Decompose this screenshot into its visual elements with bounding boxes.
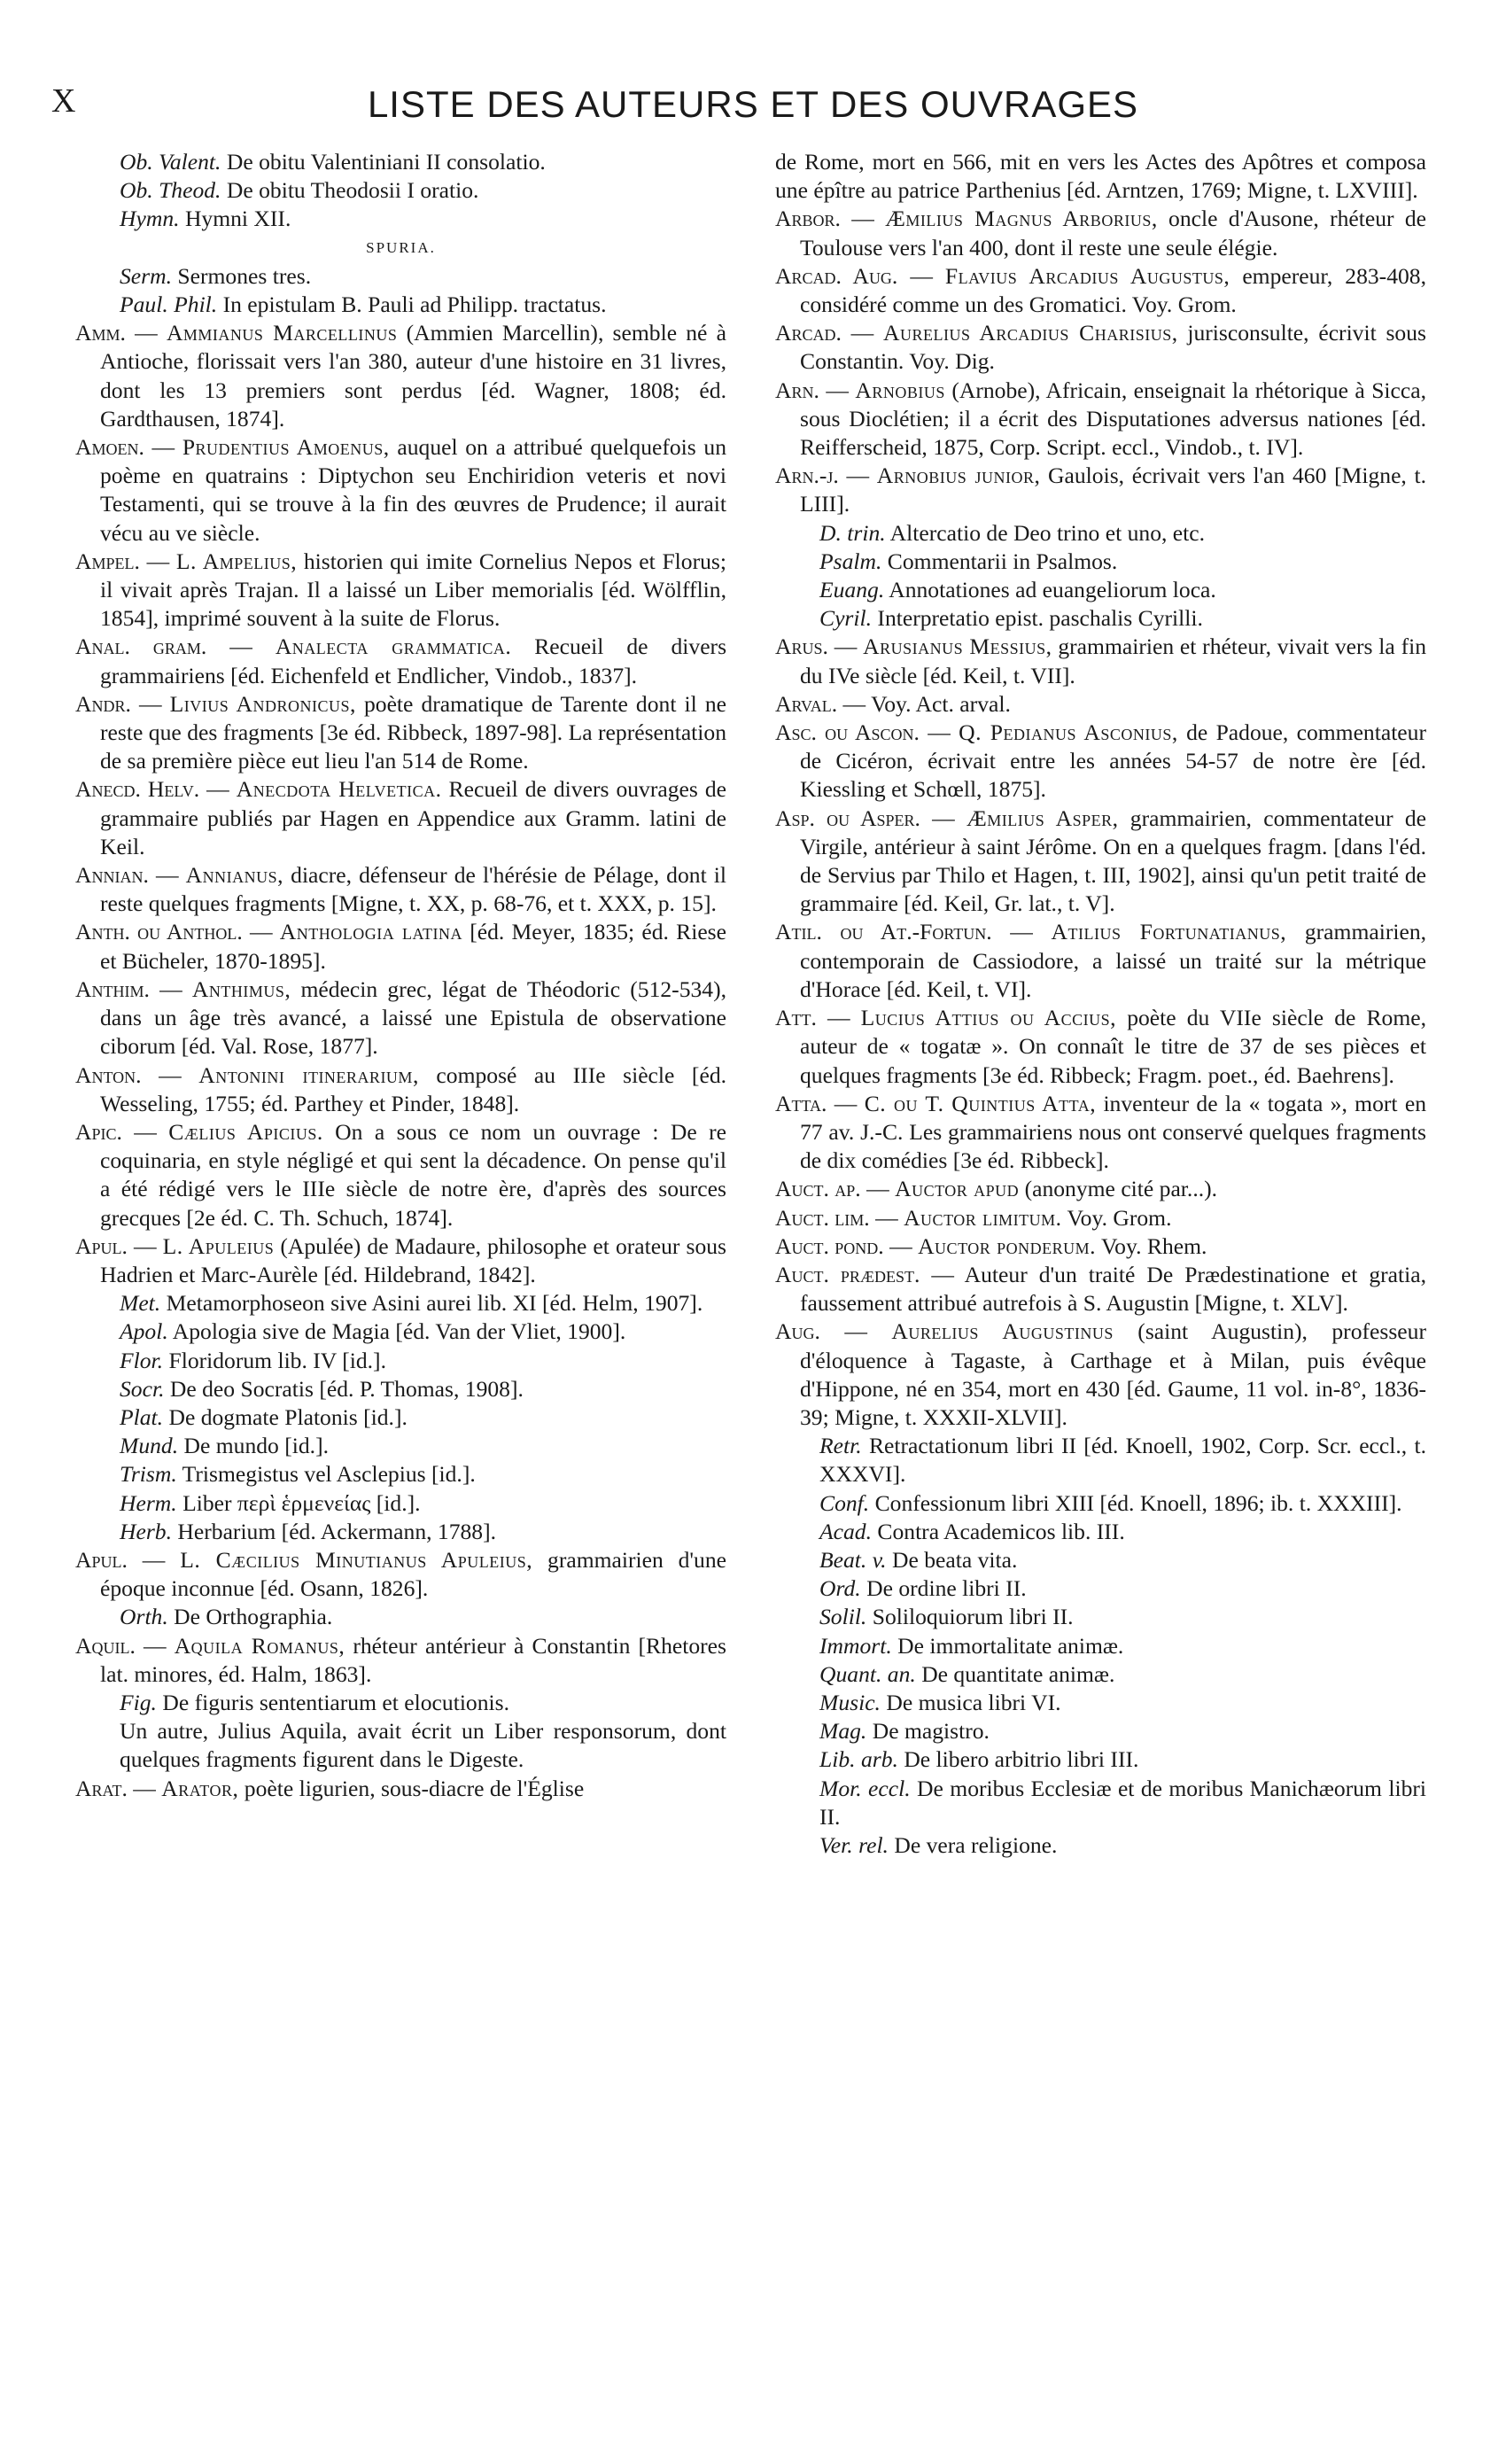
author-abbreviation: Auct. pond. <box>775 1232 884 1259</box>
author-name: Arnobius junior, <box>876 462 1041 489</box>
author-name: Atilius Fortunatianus, <box>1051 919 1287 945</box>
page-number: X <box>51 82 76 120</box>
sub-entry <box>775 1717 1426 1745</box>
author-entry: Apic. — Cælius Apicius. On a sous ce nom un ouvrage : De re coquinaria, en style négligé et qui sent la décadence. On pense qu'il a été rédigé vers le IIIe siècle de notre ère, d'après des sources grecques [2e éd. C. Th. Schuch, 1874]. <box>75 1118 726 1231</box>
author-name: Arusianus Messius, <box>863 633 1052 660</box>
work-title: De obitu Valentiniani II consolatio. <box>226 149 546 175</box>
sub-entry <box>775 1660 1426 1689</box>
author-abbreviation: Arat. <box>75 1775 128 1801</box>
author-name: Q. Pedianus Asconius, <box>959 719 1178 746</box>
work-abbreviation: Paul. Phil. <box>120 291 218 318</box>
author-entry: Andr. — Livius Andronicus, poète dramatique de Tarente dont il ne reste que des fragments [3e éd. Ribbeck, 1897-98]. La représentation de sa première pièce eut lieu l'an 514 de Rome. <box>75 690 726 774</box>
sub-entry <box>75 1289 726 1318</box>
author-entry: Aquil. — Aquila Romanus, rhéteur antérieur à Constantin [Rhetores lat. minores, éd. Halm, 1863]. <box>75 1632 726 1687</box>
author-name: Lucius Attius ou Accius, <box>860 1005 1117 1031</box>
author-name: Auctor apud <box>895 1176 1020 1202</box>
right-column <box>775 148 1426 1860</box>
work-title: De Orthographia. <box>174 1604 333 1630</box>
work-title: Herbarium [éd. Ackermann, 1788]. <box>177 1518 497 1544</box>
work-title: Trismegistus vel Asclepius [id.]. <box>182 1461 476 1488</box>
sub-entry <box>775 1632 1426 1660</box>
work-abbreviation: Retr. <box>819 1433 862 1459</box>
work-title: De immortalitate animæ. <box>897 1632 1124 1659</box>
work-abbreviation: Ver. rel. <box>819 1831 889 1858</box>
author-name: Prudentius Amoenus, <box>182 434 390 461</box>
entry-text: Voy. Act. arval. <box>871 690 1011 717</box>
author-entry: Apul. — L. Apuleius (Apulée) de Madaure, philosophe et orateur sous Hadrien et Marc-Aurèle [éd. Hildebrand, 1842]. <box>75 1232 726 1287</box>
work-abbreviation: Trism. <box>120 1461 177 1488</box>
entry-text: rhéteur antérieur à Constantin [Rhetores lat. minores, éd. Halm, 1863]. <box>100 1632 726 1687</box>
author-entry: Anton. — Antonini itinerarium, composé au IIIe siècle [éd. Wesseling, 1755; éd. Parthey et Pinder, 1848]. <box>75 1061 727 1116</box>
work-title: Altercatio de Deo trino et uno, etc. <box>889 519 1206 546</box>
entry-text: de Padoue, commentateur de Cicéron, écrivait entre les années 54-57 de notre ère [éd. Kiessling et Schœll, 1875]. <box>800 719 1426 803</box>
sub-entry <box>75 1717 726 1774</box>
author-name: Æmilius Asper, <box>966 804 1119 831</box>
entry-text: composé au IIIe siècle [éd. Wesseling, 1755; éd. Parthey et Pinder, 1848]. <box>100 1061 727 1116</box>
author-abbreviation: Annian. <box>75 862 149 889</box>
author-name: Auctor limitum. <box>904 1204 1062 1231</box>
author-entry: Att. — Lucius Attius ou Accius, poète du VIIe siècle de Rome, auteur de « togatæ ». On connaît le titre de 37 de ses pièces et quelques fragments [3e éd. Ribbeck; Fragm. poet., éd. Baehrens]. <box>775 1005 1427 1088</box>
work-title: De figuris sententiarum et elocutionis. <box>162 1689 509 1715</box>
author-entry: Arcad. — Aurelius Arcadius Charisius, jurisconsulte, écrivit sous Constantin. Voy. Dig. <box>775 320 1426 375</box>
work-title: Commentarii in Psalmos. <box>887 548 1118 574</box>
author-name: Livius Andronicus, <box>169 690 356 717</box>
author-entry: Atta. — C. ou T. Quintius Atta, inventeur de la « togata », mort en 77 av. J.-C. Les grammairiens nous ont conservé quelques fragments de dix comédies [3e éd. Ribbeck]. <box>775 1090 1426 1174</box>
entry-text: (saint Augustin), professeur d'éloquence à Tagaste, à Carthage et à Milan, puis évêque d'Hippone, né en 354, mort en 430 [éd. Gaume, 11 vol. in-8°, 1836-39; Migne, t. XXXII-XLVII]. <box>800 1318 1426 1430</box>
author-abbreviation: Anecd. Helv. <box>75 776 200 803</box>
work-title: Confessionum libri XIII [éd. Knoell, 1896; ib. t. XXXIII]. <box>874 1489 1402 1516</box>
entry-text: On a sous ce nom un ouvrage : De re coquinaria, en style négligé et qui sent la décadence. On pense qu'il a été rédigé vers le IIIe siècle de notre ère, d'après des sources grecques [2e éd. C. Th. Schuch, 1874]. <box>100 1118 726 1231</box>
author-abbreviation: Amoen. <box>75 434 144 461</box>
work-abbreviation: Music. <box>819 1689 881 1715</box>
author-abbreviation: Auct. prædest. <box>775 1261 920 1287</box>
author-name: Annianus, <box>185 862 284 889</box>
sub-entry <box>75 1518 726 1546</box>
author-abbreviation: Arbor. <box>775 206 841 232</box>
author-entry: Auct. pond. — Auctor ponderum. Voy. Rhem. <box>775 1232 1207 1259</box>
entry-text: inventeur de la « togata », mort en 77 av. J.-C. Les grammairiens nous ont conservé quelques fragments de dix comédies [3e éd. Ribbeck]. <box>800 1090 1426 1174</box>
work-abbreviation: Ob. Theod. <box>120 177 221 204</box>
entry-text: grammairien, contemporain de Cassiodore, a laissé un traité sur la métrique d'Horace [éd. Keil, t. VI]. <box>800 919 1427 1002</box>
author-name: Aurelius Arcadius Charisius, <box>883 320 1178 346</box>
author-entry: Apul. — L. Cæcilius Minutianus Apuleius, grammairien d'une époque inconnue [éd. Osann, 1826]. <box>75 1546 726 1602</box>
author-abbreviation: Andr. <box>75 690 131 717</box>
entry-text: historien qui imite Cornelius Nepos et Florus; il vivait après Trajan. Il a laissé un Liber memorialis [éd. Wölfflin, 1854], imprimé souvent à la suite de Florus. <box>100 548 726 632</box>
author-abbreviation: Arval. <box>775 690 838 717</box>
work-abbreviation: Cyril. <box>819 605 873 632</box>
author-entry: Annian. — Annianus, diacre, défenseur de l'hérésie de Pélage, dont il reste quelques fragments [Migne, t. XX, p. 68-76, et t. XXX, p. 15]. <box>75 862 726 917</box>
sub-entry <box>75 1489 726 1518</box>
work-abbreviation: D. trin. <box>819 519 886 546</box>
entry-text: empereur, 283-408, considéré comme un des Gromatici. Voy. Grom. <box>800 262 1426 318</box>
work-title: Liber περὶ ἑρμενείας [id.]. <box>182 1489 421 1516</box>
entry-text: Recueil de divers ouvrages de grammaire publiés par Hagen en Appendice aux Gramm. latini de Keil. <box>100 776 727 859</box>
author-name: Cælius Apicius. <box>168 1118 323 1145</box>
author-entry: Arat. — Arator, poète ligurien, sous-diacre de l'Église <box>75 1775 585 1801</box>
entry-text: poète dramatique de Tarente dont il ne reste que des fragments [3e éd. Ribbeck, 1897-98]. La représentation de sa première pièce eut lieu l'an 514 de Rome. <box>100 690 726 774</box>
work-abbreviation: Mund. <box>120 1433 179 1459</box>
work-abbreviation: Acad. <box>819 1518 872 1544</box>
author-name: Aurelius Augustinus <box>891 1318 1114 1345</box>
work-title: Apologia sive de Magia [éd. Van der Vliet, 1900]. <box>172 1318 626 1345</box>
work-title: Floridorum lib. IV [id.]. <box>168 1347 386 1373</box>
author-entry: Asc. ou Ascon. — Q. Pedianus Asconius, de Padoue, commentateur de Cicéron, écrivait entre les années 54-57 de notre ère [éd. Kiessling et Schœll, 1875]. <box>775 719 1426 803</box>
author-abbreviation: Amm. <box>75 320 126 346</box>
work-title: Un autre, Julius Aquila, avait écrit un Liber responsorum, dont quelques fragments figurent dans le Digeste. <box>120 1718 726 1773</box>
sub-entry <box>75 1603 726 1631</box>
work-abbreviation: Socr. <box>120 1375 165 1402</box>
work-abbreviation: Immort. <box>819 1632 892 1659</box>
entry-text: auquel on a attribué quelquefois un poème en quatrains : Diptychon seu Enchiridion veteris et novi Testamenti, qui se trouve à la fin des œuvres de Prudence; il aurait vécu au ve siècle. <box>100 434 727 546</box>
sub-entry <box>775 1603 1426 1631</box>
author-abbreviation: Anal. gram. <box>75 633 207 660</box>
sub-entry <box>75 148 726 176</box>
author-name: Analecta grammatica. <box>275 633 512 660</box>
author-abbreviation: Auct. lim. <box>775 1204 870 1231</box>
author-entry: Anecd. Helv. — Anecdota Helvetica. Recueil de divers ouvrages de grammaire publiés par Hagen en Appendice aux Gramm. latini de Keil. <box>75 776 727 859</box>
sub-entry <box>75 1432 726 1460</box>
author-entry: Ampel. — L. Ampelius, historien qui imite Cornelius Nepos et Florus; il vivait après Trajan. Il a laissé un Liber memorialis [éd. Wölfflin, 1854], imprimé souvent à la suite de Florus. <box>75 548 726 632</box>
author-abbreviation: Ampel. <box>75 548 140 574</box>
work-abbreviation: Euang. <box>819 577 885 603</box>
left-column <box>75 148 726 1803</box>
entry-text: diacre, défenseur de l'hérésie de Pélage, dont il reste quelques fragments [Migne, t. XX, p. 68-76, et t. XXX, p. 15]. <box>100 862 726 917</box>
author-abbreviation: Aquil. <box>75 1632 136 1659</box>
work-abbreviation: Beat. v. <box>819 1546 887 1573</box>
sub-entry <box>75 1403 726 1432</box>
work-title: De moribus Ecclesiæ et de moribus Manichæorum libri II. <box>819 1775 1427 1830</box>
work-title: Retractationum libri II [éd. Knoell, 1902, Corp. Scr. eccl., t. XXXVI]. <box>819 1433 1426 1488</box>
work-abbreviation: Plat. <box>120 1403 164 1430</box>
author-entry: Asp. ou Asper. — Æmilius Asper, grammairien, commentateur de Virgile, antérieur à saint Jérôme. On en a quelques fragm. [dans l'éd. de Servius par Thilo et Hagen, t. III, 1902], ainsi qu'un petit traité de grammaire [éd. Keil, Gr. lat., t. V]. <box>775 804 1427 917</box>
author-abbreviation: Anthim. <box>75 975 150 1002</box>
work-title: De libero arbitrio libri III. <box>904 1746 1139 1773</box>
work-title: Interpretatio epist. paschalis Cyrilli. <box>877 605 1203 632</box>
entry-text: (anonyme cité par...). <box>1024 1176 1218 1202</box>
sub-entry <box>75 1689 726 1717</box>
entry-text: de Rome, mort en 566, mit en vers les Actes des Apôtres et composa une épître au patrice Parthenius [éd. Arntzen, 1769; Migne, t. LXVIII]. <box>775 149 1426 204</box>
sub-entry <box>775 1745 1426 1774</box>
author-abbreviation: Anton. <box>75 1061 142 1088</box>
work-abbreviation: Herb. <box>120 1518 172 1544</box>
entry-text: poète du VIIe siècle de Rome, auteur de « togatæ ». On connaît le titre de 37 de ses pièces et quelques fragments [3e éd. Ribbeck; Fragm. poet., éd. Baehrens]. <box>800 1005 1427 1088</box>
author-entry: Amm. — Ammianus Marcellinus (Ammien Marcellin), semble né à Antioche, florissait vers l'an 380, auteur d'une histoire en 31 livres, dont les 13 premiers sont perdus [éd. Wagner, 1808; éd. Gardthausen, 1874]. <box>75 320 726 431</box>
author-abbreviation: Arcad. <box>775 320 842 346</box>
author-name: Anthimus, <box>191 975 291 1002</box>
entry-text: poète ligurien, sous-diacre de l'Église <box>244 1775 585 1801</box>
author-name: Auctor ponderum. <box>918 1232 1097 1259</box>
author-abbreviation: Aug. <box>775 1318 820 1345</box>
sub-entry <box>775 1546 1426 1574</box>
work-abbreviation: Fig. <box>120 1689 157 1715</box>
sub-entry <box>775 519 1426 548</box>
entry-text: Voy. Rhem. <box>1101 1232 1207 1259</box>
author-name: L. Ampelius, <box>175 548 298 574</box>
author-entry: Auct. ap. — Auctor apud (anonyme cité par...). <box>775 1176 1218 1202</box>
entry-text: (Arnobe), Africain, enseignait la rhétorique à Sicca, sous Dioclétien; il a écrit des Disputationes adversus nationes [éd. Reifferscheid, 1875, Corp. Script. eccl., Vindob., t. IV]. <box>800 377 1427 461</box>
entry-continuation <box>775 148 1426 205</box>
work-abbreviation: Quant. an. <box>819 1660 916 1687</box>
work-abbreviation: Ord. <box>819 1575 861 1602</box>
author-abbreviation: Atil. ou At.-Fortun. <box>775 919 992 945</box>
author-name: L. Apuleius <box>162 1232 275 1259</box>
entry-text: médecin grec, légat de Théodoric (512-534), dans un âge très avancé, a laissé une Epistula de observatione ciborum [éd. Val. Rose, 1877]. <box>100 975 727 1060</box>
sub-entry <box>775 1689 1426 1717</box>
sub-entry <box>775 1518 1426 1546</box>
author-name: Antonini itinerarium, <box>198 1061 419 1088</box>
work-abbreviation: Flor. <box>120 1347 164 1373</box>
entry-text: grammairien et rhéteur, vivait vers la fin du IVe siècle [éd. Keil, t. VII]. <box>800 633 1426 688</box>
author-entry: Arbor. — Æmilius Magnus Arborius, oncle d'Ausone, rhéteur de Toulouse vers l'an 400, dont il reste une seule élégie. <box>775 206 1427 260</box>
work-title: De deo Socratis [éd. P. Thomas, 1908]. <box>169 1375 524 1402</box>
author-entry: Arval. — Voy. Act. arval. <box>775 690 1011 717</box>
work-abbreviation: Lib. arb. <box>819 1746 898 1773</box>
author-entry: Arcad. Aug. — Flavius Arcadius Augustus, empereur, 283-408, considéré comme un des Gromatici. Voy. Grom. <box>775 262 1426 318</box>
work-title: De quantitate animæ. <box>921 1660 1115 1687</box>
author-abbreviation: Apic. <box>75 1118 122 1145</box>
work-abbreviation: Orth. <box>120 1604 168 1630</box>
author-name: Arnobius <box>855 377 945 403</box>
section-heading: SPURIA. <box>366 238 436 256</box>
author-abbreviation: Asc. ou Ascon. <box>775 719 920 746</box>
author-abbreviation: Anth. ou Anthol. <box>75 919 243 945</box>
sub-entry <box>775 548 1426 576</box>
work-abbreviation: Solil. <box>819 1604 867 1630</box>
author-name: Ammianus Marcellinus <box>166 320 398 346</box>
author-abbreviation: Arn.-j. <box>775 462 839 489</box>
sub-entry <box>75 291 726 319</box>
sub-entry <box>775 604 1426 633</box>
author-name: Anecdota Helvetica. <box>236 776 442 803</box>
running-title: LISTE DES AUTEURS ET DES OUVRAGES <box>367 83 1139 125</box>
work-abbreviation: Mag. <box>819 1718 867 1745</box>
sub-entry <box>775 1574 1426 1603</box>
entry-text: Voy. Grom. <box>1067 1204 1172 1231</box>
work-title: De musica libri VI. <box>886 1689 1061 1715</box>
author-entry: Auct. lim. — Auctor limitum. Voy. Grom. <box>775 1204 1172 1231</box>
author-name: Anthologia latina <box>279 919 462 945</box>
sub-entry <box>75 176 726 205</box>
author-name: Arator, <box>161 1775 239 1801</box>
work-title: De obitu Theodosii I oratio. <box>226 177 479 204</box>
author-name: Æmilius Magnus Arborius, <box>885 206 1158 232</box>
work-abbreviation: Serm. <box>120 262 172 289</box>
work-title: De beata vita. <box>891 1546 1018 1573</box>
author-abbreviation: Arcad. Aug. <box>775 262 898 289</box>
author-entry: Anal. gram. — Analecta grammatica. Recueil de divers grammairiens [éd. Eichenfeld et Endlicher, Vindob., 1837]. <box>75 633 727 688</box>
work-title: De vera religione. <box>894 1831 1058 1858</box>
author-entry: Atil. ou At.-Fortun. — Atilius Fortunatianus, grammairien, contemporain de Cassiodore, a laissé un traité sur la métrique d'Horace [éd. Keil, t. VI]. <box>775 919 1427 1002</box>
author-name: Aquila Romanus, <box>174 1632 345 1659</box>
author-entry: Arn.-j. — Arnobius junior, Gaulois, écrivait vers l'an 460 [Migne, t. LIII]. <box>775 462 1427 517</box>
sub-entry <box>775 1831 1426 1860</box>
work-title: Contra Academicos lib. III. <box>877 1518 1125 1544</box>
work-abbreviation: Apol. <box>120 1318 168 1345</box>
entry-text: (Ammien Marcellin), semble né à Antioche, florissait vers l'an 380, auteur d'une histoire en 31 livres, dont les 13 premiers sont perdus [éd. Wagner, 1808; éd. Gardthausen, 1874]. <box>100 320 726 431</box>
author-name: L. Cæcilius Minutianus Apuleius, <box>180 1546 533 1573</box>
sub-entry <box>75 1318 726 1346</box>
author-abbreviation: Apul. <box>75 1546 128 1573</box>
work-abbreviation: Hymn. <box>120 206 180 232</box>
work-title: In epistulam B. Pauli ad Philipp. tractatus. <box>222 291 607 318</box>
author-entry: Anth. ou Anthol. — Anthologia latina [éd. Meyer, 1835; éd. Riese et Bücheler, 1870-1895]. <box>75 919 726 974</box>
author-name: Flavius Arcadius Augustus, <box>944 262 1230 289</box>
sub-entry <box>75 1347 726 1375</box>
work-abbreviation: Met. <box>120 1290 161 1317</box>
sub-entry <box>75 1375 726 1403</box>
author-entry: Aug. — Aurelius Augustinus (saint Augustin), professeur d'éloquence à Tagaste, à Carthage et à Milan, puis évêque d'Hippone, né en 354, mort en 430 [éd. Gaume, 11 vol. in-8°, 1836-39; Migne, t. XXXII-XLVII]. <box>775 1318 1426 1430</box>
work-abbreviation: Conf. <box>819 1489 870 1516</box>
page-header <box>0 0 1506 133</box>
entry-text: Gaulois, écrivait vers l'an 460 [Migne, t. LIII]. <box>800 462 1427 517</box>
work-title: De dogmate Platonis [id.]. <box>168 1403 408 1430</box>
work-title: Sermones tres. <box>177 262 312 289</box>
work-abbreviation: Mor. eccl. <box>819 1775 911 1801</box>
work-title: Hymni XII. <box>184 206 291 232</box>
author-abbreviation: Auct. ap. <box>775 1176 861 1202</box>
work-title: De magistro. <box>872 1718 990 1745</box>
work-abbreviation: Ob. Valent. <box>120 149 221 175</box>
work-title: Annotationes ad euangeliorum loca. <box>889 577 1216 603</box>
sub-entry <box>75 205 726 233</box>
sub-entry <box>75 1460 726 1489</box>
work-title: De ordine libri II. <box>866 1575 1027 1602</box>
sub-entry <box>775 1489 1426 1518</box>
author-name: C. ou T. Quintius Atta, <box>864 1090 1097 1116</box>
entry-text: Auteur d'un traité De Prædestinatione et gratia, faussement attribué autrefois à S. Augustin [Migne, t. XLV]. <box>800 1261 1427 1317</box>
sub-entry <box>775 1432 1426 1489</box>
author-abbreviation: Arn. <box>775 377 819 403</box>
author-abbreviation: Asp. ou Asper. <box>775 804 920 831</box>
author-abbreviation: Apul. <box>75 1232 128 1259</box>
author-abbreviation: Arus. <box>775 633 828 660</box>
work-title: Metamorphoseon sive Asini aurei lib. XI [éd. Helm, 1907]. <box>166 1290 703 1317</box>
entry-text: oncle d'Ausone, rhéteur de Toulouse vers l'an 400, dont il reste une seule élégie. <box>800 206 1427 260</box>
sub-entry <box>775 576 1426 604</box>
entry-text: [éd. Meyer, 1835; éd. Riese et Bücheler, 1870-1895]. <box>100 919 726 974</box>
entry-text: jurisconsulte, écrivit sous Constantin. Voy. Dig. <box>800 320 1426 375</box>
author-entry: Amoen. — Prudentius Amoenus, auquel on a attribué quelquefois un poème en quatrains : Diptychon seu Enchiridion veteris et novi Testamenti, qui se trouve à la fin des œuvres de Prudence; il aurait vécu au ve siècle. <box>75 434 727 546</box>
author-entry: Auct. prædest. — Auteur d'un traité De Prædestinatione et gratia, faussement attribué autrefois à S. Augustin [Migne, t. XLV]. <box>775 1261 1427 1317</box>
work-title: De mundo [id.]. <box>183 1433 330 1459</box>
author-abbreviation: Att. <box>775 1005 817 1031</box>
entry-text: Recueil de divers grammairiens [éd. Eichenfeld et Endlicher, Vindob., 1837]. <box>100 633 727 688</box>
author-entry: Anthim. — Anthimus, médecin grec, légat de Théodoric (512-534), dans un âge très avancé, a laissé une Epistula de observatione ciborum [éd. Val. Rose, 1877]. <box>75 975 727 1060</box>
entry-text: (Apulée) de Madaure, philosophe et orateur sous Hadrien et Marc-Aurèle [éd. Hildebrand, 1842]. <box>100 1232 726 1287</box>
sub-entry <box>75 262 726 291</box>
work-title: Soliloquiorum libri II. <box>872 1604 1074 1630</box>
work-abbreviation: Herm. <box>120 1489 177 1516</box>
entry-text: grammairien, commentateur de Virgile, antérieur à saint Jérôme. On en a quelques fragm. [dans l'éd. de Servius par Thilo et Hagen, t. III, 1902], ainsi qu'un petit traité de grammaire [éd. Keil, Gr. lat., t. V]. <box>800 804 1427 917</box>
author-entry: Arn. — Arnobius (Arnobe), Africain, enseignait la rhétorique à Sicca, sous Dioclétien; il a écrit des Disputationes adversus nationes [éd. Reifferscheid, 1875, Corp. Script. eccl., Vindob., t. IV]. <box>775 377 1427 461</box>
work-abbreviation: Psalm. <box>819 548 882 574</box>
sub-entry <box>775 1775 1426 1831</box>
entry-text: grammairien d'une époque inconnue [éd. Osann, 1826]. <box>100 1546 726 1602</box>
author-abbreviation: Atta. <box>775 1090 827 1116</box>
author-entry: Arus. — Arusianus Messius, grammairien et rhéteur, vivait vers la fin du IVe siècle [éd. Keil, t. VII]. <box>775 633 1426 688</box>
